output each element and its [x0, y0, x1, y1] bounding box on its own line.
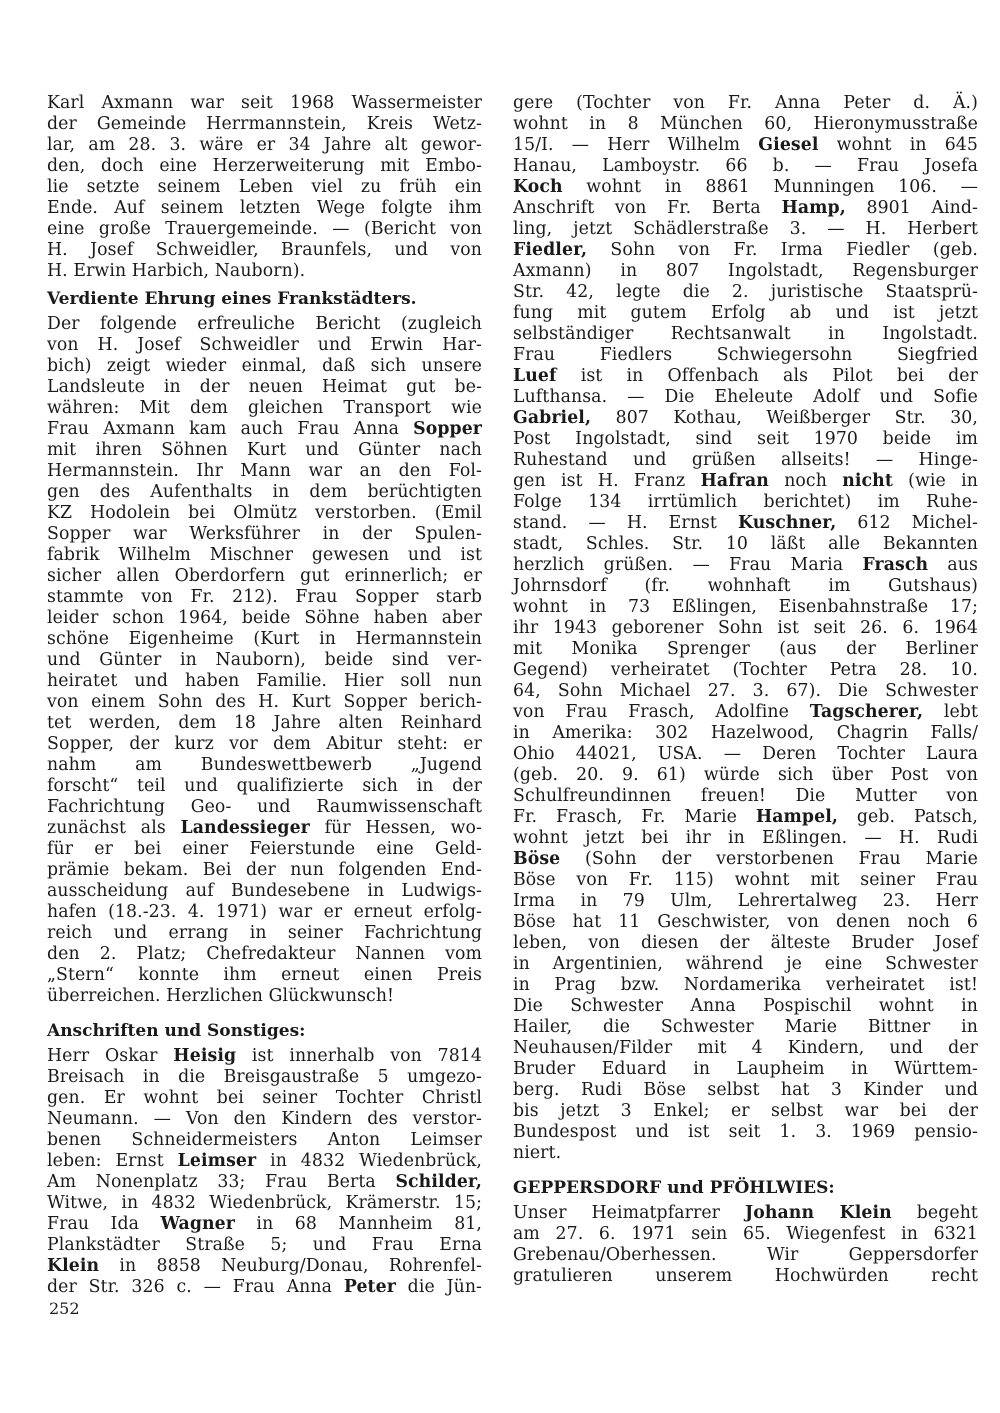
- paragraph-anschriften: [47, 1046, 482, 1298]
- text-line: ling, jetzt Schädlerstraße 3. — H. Herbert: [513, 219, 978, 239]
- bold-name: nicht: [842, 471, 893, 491]
- text-line: Karl Axmann war seit 1968 Wassermeister: [47, 93, 482, 113]
- paragraph-addresses-continued: [513, 93, 978, 1164]
- text-line: Klein in 8858 Neuburg/Donau, Rohrenfel-: [47, 1256, 482, 1276]
- text-line: von einem Sohn des H. Kurt Sopper berich-: [47, 692, 482, 712]
- text-line: wohnt jetzt bei ihr in Eßlingen. — H. Rudi: [513, 828, 978, 848]
- text-line: fabrik Wilhelm Mischner gewesen und ist: [47, 545, 482, 565]
- text-line: schöne Eigenheime (Kurt in Hermannstein: [47, 629, 482, 649]
- bold-name: Johann Klein: [744, 1203, 892, 1223]
- text-line: benen Schneidermeisters Anton Leimser: [47, 1130, 482, 1150]
- text-line: zunächst als Landessieger für Hessen, wo-: [47, 818, 482, 838]
- bold-name: Frasch: [862, 555, 929, 575]
- text-line: lie setzte seinem Leben viel zu früh ein: [47, 177, 482, 197]
- text-line: in Prag bzw. Nordamerika verheiratet ist!: [513, 975, 978, 995]
- text-line: mit Monika Sprenger (aus der Berliner: [513, 639, 978, 659]
- text-line: Hailer, die Schwester Marie Bittner in: [513, 1017, 978, 1037]
- text-line: leider schon 1964, beide Söhne haben aber: [47, 608, 482, 628]
- text-line: Schulfreundinnen freuen! Die Mutter von: [513, 786, 978, 806]
- text-line: bich) zeigt wieder einmal, daß sich unsere: [47, 356, 482, 376]
- text-line: Böse (Sohn der verstorbenen Frau Marie: [513, 849, 978, 869]
- text-line: Ohio 44021, USA. — Deren Tochter Laura: [513, 744, 978, 764]
- text-line: niert.: [513, 1143, 562, 1163]
- heading-geppersdorf: GEPPERSDORF und PFÖHLWIES:: [513, 1178, 835, 1198]
- text-line: währen: Mit dem gleichen Transport wie: [47, 398, 482, 418]
- text-line: Folge 134 irrtümlich berichtet) im Ruhe-: [513, 492, 978, 512]
- bold-name: Gabriel,: [513, 408, 592, 428]
- bold-name: Giesel: [758, 135, 819, 155]
- text-line: gratulieren unserem Hochwürden recht: [513, 1266, 978, 1286]
- text-line: und Günter in Nauborn), beide sind ver-: [47, 650, 482, 670]
- text-line: Irma in 79 Ulm, Lehrertalweg 23. Herr: [513, 891, 978, 911]
- text-line: eine große Trauergemeinde. — (Bericht von: [47, 219, 482, 239]
- text-line: Fachrichtung Geo- und Raumwissenschaft: [47, 797, 482, 817]
- text-line: 15/I. — Herr Wilhelm Giesel wohnt in 645: [513, 135, 978, 155]
- bold-name: Koch: [513, 177, 563, 197]
- text-line: Am Nonenplatz 33; Frau Berta Schilder,: [47, 1172, 482, 1192]
- text-line: Fiedler, Sohn von Fr. Irma Fiedler (geb.: [513, 240, 978, 260]
- text-line: Sopper war Werksführer in der Spulen-: [47, 524, 482, 544]
- text-line: gen ist H. Franz Hafran noch nicht (wie in: [513, 471, 978, 491]
- text-line: Plankstädter Straße 5; und Frau Erna: [47, 1235, 482, 1255]
- text-line: „Stern“ konnte ihm erneut einen Preis: [47, 965, 482, 985]
- text-line: Landsleute in der neuen Heimat gut be-: [47, 377, 482, 397]
- text-line: von H. Josef Schweidler und Erwin Har-: [47, 335, 482, 355]
- text-line: Frau Fiedlers Schwiegersohn Siegfried: [513, 345, 978, 365]
- text-line: Luef ist in Offenbach als Pilot bei der: [513, 366, 978, 386]
- text-line: sicher allen Oberdorfern gut erinnerlich; er: [47, 566, 482, 586]
- text-line: fung mit gutem Erfolg ab und ist jetzt: [513, 303, 978, 323]
- text-line: Gegend) verheiratet (Tochter Petra 28. 10.: [513, 660, 978, 680]
- text-line: bis jetzt 3 Enkel; er selbst war bei der: [513, 1101, 978, 1121]
- text-line: heiratet und haben Familie. Hier soll nun: [47, 671, 482, 691]
- bold-name: Hamp,: [781, 198, 846, 218]
- text-line: in Amerika: 302 Hazelwood, Chagrin Falls/: [513, 723, 978, 743]
- paragraph-johann-klein: [513, 1203, 978, 1287]
- text-line: Frau Axmann kam auch Frau Anna Sopper: [47, 419, 482, 439]
- text-line: für er bei einer Feierstunde eine Geld-: [47, 839, 482, 859]
- text-line: der Gemeinde Herrmannstein, Kreis Wetz-: [47, 114, 482, 134]
- bold-name: Landessieger: [180, 818, 310, 838]
- text-line: tet werden, dem 18 Jahre alten Reinhard: [47, 713, 482, 733]
- text-line: Böse von Fr. 115) wohnt mit seiner Frau: [513, 870, 978, 890]
- text-line: Unser Heimatpfarrer Johann Klein begeht: [513, 1203, 978, 1223]
- text-line: am 27. 6. 1971 sein 65. Wiegenfest in 6321: [513, 1224, 978, 1244]
- text-line: stand. — H. Ernst Kuschner, 612 Michel-: [513, 513, 978, 533]
- text-line: stadt, Schles. Str. 10 läßt alle Bekannten: [513, 534, 978, 554]
- text-line: Witwe, in 4832 Wiedenbrück, Krämerstr. 15;: [47, 1193, 482, 1213]
- text-line: Post Ingolstadt, sind seit 1970 beide im: [513, 429, 978, 449]
- text-line: forscht“ teil und qualifizierte sich in der: [47, 776, 482, 796]
- bold-name: Heisig: [173, 1046, 237, 1066]
- text-line: wohnt in 8 München 60, Hieronymusstraße: [513, 114, 978, 134]
- text-line: nahm am Bundeswettbewerb „Jugend: [47, 755, 482, 775]
- text-line: Der folgende erfreuliche Bericht (zugleich: [47, 314, 482, 334]
- bold-name: Hafran: [700, 471, 769, 491]
- text-line: Böse hat 11 Geschwister, von denen noch 6: [513, 912, 978, 932]
- bold-name: Fiedler,: [513, 240, 588, 260]
- text-line: Lufthansa. — Die Eheleute Adolf und Sofie: [513, 387, 978, 407]
- text-line: Anschrift von Fr. Berta Hamp, 8901 Aind-: [513, 198, 978, 218]
- page-number: 252: [49, 1299, 80, 1318]
- text-line: Ende. Auf seinem letzten Wege folgte ihm: [47, 198, 482, 218]
- text-line: Johrnsdorf (fr. wohnhaft im Gutshaus): [513, 576, 978, 596]
- text-line: leben: Ernst Leimser in 4832 Wiedenbrück,: [47, 1151, 482, 1171]
- bold-name: Peter: [343, 1277, 396, 1297]
- text-line: Bruder Eduard in Laupheim in Württem-: [513, 1059, 978, 1079]
- text-line: Neuhausen/Filder mit 4 Kindern, und der: [513, 1038, 978, 1058]
- text-line: Gabriel, 807 Kothau, Weißberger Str. 30,: [513, 408, 978, 428]
- paragraph-sopper-report: [47, 314, 482, 1007]
- bold-name: Schilder,: [395, 1172, 482, 1192]
- right-column: [513, 93, 978, 1287]
- text-line: berg. Rudi Böse selbst hat 3 Kinder und: [513, 1080, 978, 1100]
- text-line: reich und errang in seiner Fachrichtung: [47, 923, 482, 943]
- text-line: Axmann) in 807 Ingolstadt, Regensburger: [513, 261, 978, 281]
- bold-name: Leimser: [177, 1151, 257, 1171]
- text-line: Herr Oskar Heisig ist innerhalb von 7814: [47, 1046, 482, 1066]
- text-line: Sopper, der kurz vor dem Abitur steht: er: [47, 734, 482, 754]
- text-line: (geb. 20. 9. 61) würde sich über Post von: [513, 765, 978, 785]
- text-line: Hermannstein. Ihr Mann war an den Fol-: [47, 461, 482, 481]
- text-line: prämie bekam. Bei der nun folgenden End-: [47, 860, 482, 880]
- heading-anschriften: Anschriften und Sonstiges:: [47, 1021, 306, 1041]
- text-line: herzlich grüßen. — Frau Maria Frasch aus: [513, 555, 978, 575]
- text-line: Fr. Frasch, Fr. Marie Hampel, geb. Patsch,: [513, 807, 978, 827]
- text-line: überreichen. Herzlichen Glückwunsch!: [47, 986, 395, 1006]
- text-line: KZ Hodolein bei Olmütz verstorben. (Emil: [47, 503, 482, 523]
- text-line: in Argentinien, während je eine Schwester: [513, 954, 978, 974]
- text-line: den, doch eine Herzerweiterung mit Embo-: [47, 156, 482, 176]
- text-line: 64, Sohn Michael 27. 3. 67). Die Schwester: [513, 681, 978, 701]
- text-line: stammte von Fr. 212). Frau Sopper starb: [47, 587, 482, 607]
- text-line: selbständiger Rechtsanwalt in Ingolstadt.: [513, 324, 978, 344]
- bold-name: Tagscherer,: [809, 702, 924, 722]
- text-line: hafen (18.-23. 4. 1971) war er erneut erfolg-: [47, 902, 482, 922]
- bold-name: Böse: [513, 849, 561, 869]
- bold-name: Klein: [47, 1256, 100, 1276]
- text-line: von Frau Frasch, Adolfine Tagscherer, lebt: [513, 702, 978, 722]
- text-line: H. Josef Schweidler, Braunfels, und von: [47, 240, 482, 260]
- text-line: der Str. 326 c. — Frau Anna Peter die Jün-: [47, 1277, 482, 1297]
- text-line: ausscheidung auf Bundesebene in Ludwigs-: [47, 881, 482, 901]
- text-line: Str. 42, legte die 2. juristische Staatsprü-: [513, 282, 978, 302]
- text-line: ihr 1943 geborener Sohn ist seit 26. 6. 1964: [513, 618, 978, 638]
- bold-name: Luef: [513, 366, 557, 386]
- text-line: Neumann. — Von den Kindern des verstor-: [47, 1109, 482, 1129]
- text-line: Frau Ida Wagner in 68 Mannheim 81,: [47, 1214, 482, 1234]
- bold-name: Sopper: [413, 419, 482, 439]
- text-line: Grebenau/Oberhessen. Wir Geppersdorfer: [513, 1245, 978, 1265]
- text-line: Breisach in die Breisgaustraße 5 umgezo-: [47, 1067, 482, 1087]
- text-line: gen des Aufenthalts in dem berüchtigten: [47, 482, 482, 502]
- text-line: mit ihren Söhnen Kurt und Günter nach: [47, 440, 482, 460]
- left-column: [47, 93, 482, 1298]
- text-line: Die Schwester Anna Pospischil wohnt in: [513, 996, 978, 1016]
- bold-name: Kuschner,: [737, 513, 837, 533]
- text-line: wohnt in 73 Eßlingen, Eisenbahnstraße 17;: [513, 597, 978, 617]
- text-line: gere (Tochter von Fr. Anna Peter d. Ä.): [513, 93, 978, 113]
- bold-name: Wagner: [160, 1214, 235, 1234]
- paragraph-axmann-obituary: [47, 93, 482, 282]
- text-line: leben, von diesen der älteste Bruder Josef: [513, 933, 978, 953]
- heading-verdiente-ehrung: Verdiente Ehrung eines Frankstädters.: [47, 289, 417, 309]
- text-line: den 2. Platz; Chefredakteur Nannen vom: [47, 944, 482, 964]
- text-line: Bundespost und ist seit 1. 3. 1969 pensio-: [513, 1122, 978, 1142]
- text-line: lar, am 28. 3. wäre er 34 Jahre alt gewor-: [47, 135, 482, 155]
- bold-name: Hampel,: [755, 807, 838, 827]
- text-line: Hanau, Lamboystr. 66 b. — Frau Josefa: [513, 156, 978, 176]
- text-line: Ruhestand und grüßen allseits! — Hinge-: [513, 450, 978, 470]
- text-line: gen. Er wohnt bei seiner Tochter Christl: [47, 1088, 482, 1108]
- text-line: Koch wohnt in 8861 Munningen 106. —: [513, 177, 978, 197]
- text-line: H. Erwin Harbich, Nauborn).: [47, 261, 306, 281]
